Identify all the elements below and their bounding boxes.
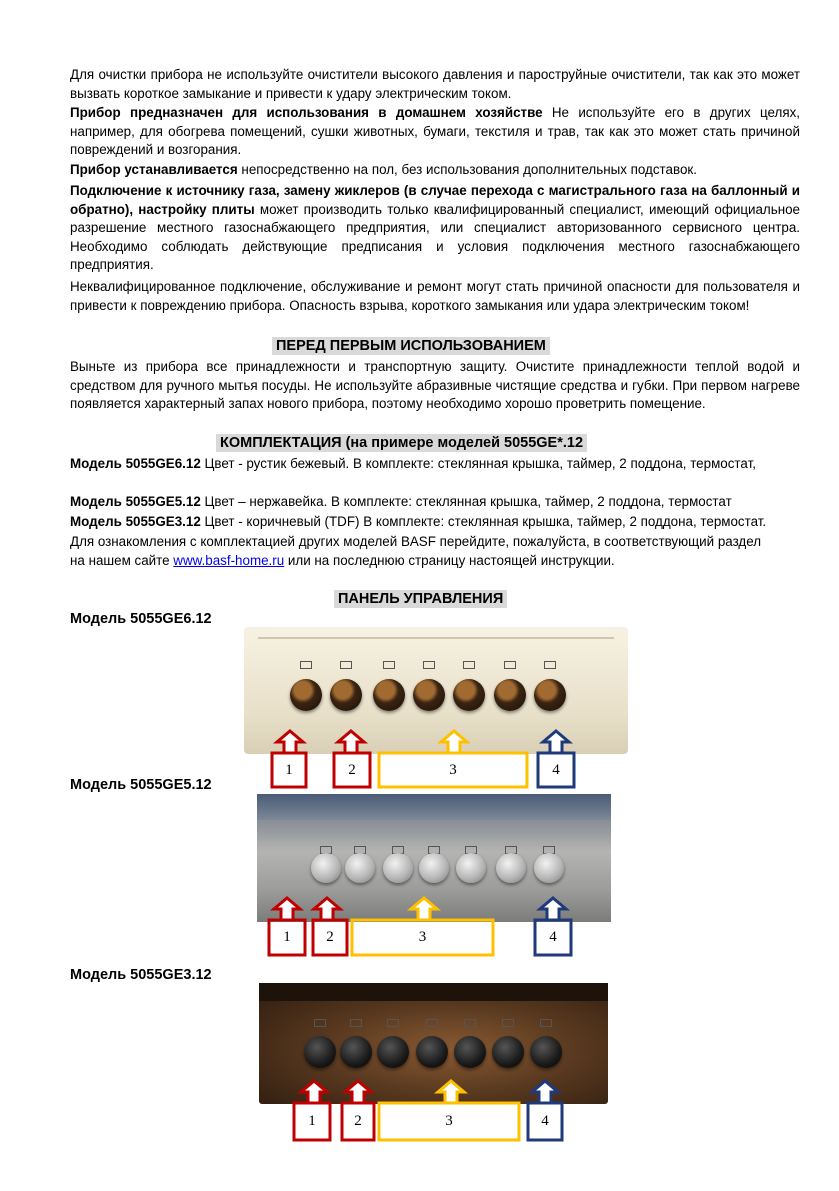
first-use-paragraph: Выньте из прибора все принадлежности и транспортную защиту. Очистите принадлежности теплой водой и средством для ручного мытья посуды. Не используйте абразивные чистящие средства и губки. При первом нагреве появляется характерный запах нового прибора, поэтому необходимо хорошо проветрить помещение. <box>70 359 800 412</box>
callout-number-4: 4 <box>552 762 560 778</box>
control-panel-heading: ПАНЕЛЬ УПРАВЛЕНИЯ <box>334 590 507 608</box>
callout-arrow <box>441 731 467 753</box>
callout-arrow <box>314 898 340 920</box>
model-title-5: Модель 5055GE5.12 <box>70 777 212 793</box>
callout-arrow <box>411 898 437 920</box>
website-link[interactable]: www.basf-home.ru <box>173 553 285 568</box>
callout-arrow <box>543 731 569 753</box>
callout-arrow <box>532 1081 558 1103</box>
callout-arrow <box>345 1081 371 1103</box>
kit-other-models-line: Для ознакомления с комплектацией других моделей BASF перейдите, пожалуйста, в соответствующий раздел <box>70 534 762 549</box>
callout-number-1: 1 <box>308 1113 316 1129</box>
callout-number-3: 3 <box>418 929 427 945</box>
purpose-paragraph: Прибор предназначен для использования в домашнем хозяйстве Не используйте его в других целях, например, для обогрева помещений, сушки животных, бумаги, текстиля и трав, так как это может стать причиной повреждений и возгорания. <box>70 105 800 158</box>
warning-paragraph-cleaning: Для очистки прибора не используйте очистители высокого давления и пароструйные очистители, так как это может вызвать короткое замыкание и привести к удару электрическим током. <box>70 67 800 101</box>
first-use-heading: ПЕРЕД ПЕРВЫМ ИСПОЛЬЗОВАНИЕМ <box>272 337 550 355</box>
kit-line-model-3: Модель 5055GE3.12 Цвет - коричневый (TDF) В комплекте: стеклянная крышка, таймер, 2 поддона, термостат. <box>70 514 767 529</box>
callout-number-1: 1 <box>285 762 293 778</box>
callout-number-4: 4 <box>541 1113 549 1129</box>
callout-arrow <box>338 731 364 753</box>
callout-number-4: 4 <box>549 929 557 945</box>
installation-paragraph: Прибор устанавливается непосредственно на пол, без использования дополнительных подставок. <box>70 162 697 177</box>
callout-number-3: 3 <box>445 1113 453 1129</box>
kit-line-model-6: Модель 5055GE6.12 Цвет - рустик бежевый. В комплекте: стеклянная крышка, таймер, 2 поддона, термостат, <box>70 456 756 471</box>
kit-heading: КОМПЛЕКТАЦИЯ (на примере моделей 5055GE*.12 <box>216 434 587 452</box>
model-title-3: Модель 5055GE3.12 <box>70 967 212 983</box>
model-title-6: Модель 5055GE6.12 <box>70 611 212 627</box>
callout-arrow <box>540 898 566 920</box>
callout-number-3: 3 <box>449 762 457 778</box>
callout-arrow <box>274 898 300 920</box>
callout-number-2: 2 <box>326 929 334 945</box>
kit-line-model-5: Модель 5055GE5.12 Цвет – нержавейка. В комплекте: стеклянная крышка, таймер, 2 поддона, термостат <box>70 494 732 509</box>
kit-website-line: на нашем сайте www.basf-home.ru или на последнюю страницу настоящей инструкции. <box>70 553 615 568</box>
callout-arrow <box>438 1081 464 1103</box>
callout-arrow <box>301 1081 327 1103</box>
callout-number-1: 1 <box>283 929 291 945</box>
danger-paragraph: Неквалифицированное подключение, обслуживание и ремонт могут стать причиной опасности для пользователя и привести к повреждению прибора. Опасность взрыва, короткого замыкания или удара электрическим током! <box>70 279 800 313</box>
gas-connection-paragraph: Подключение к источнику газа, замену жиклеров (в случае перехода с магистрального газа на баллонный и обратно), настройку плиты может производить только квалифицированный специалист, имеющий официальное разрешение местного газоснабжающего предприятия, или специалист авторизованного сервисного центра. Необходимо соблюдать действующие предписания и условия подключения местного газоснабжающего предприятия. <box>70 183 800 273</box>
callout-arrow <box>277 731 303 753</box>
callout-number-2: 2 <box>354 1113 362 1129</box>
callout-number-2: 2 <box>348 762 356 778</box>
